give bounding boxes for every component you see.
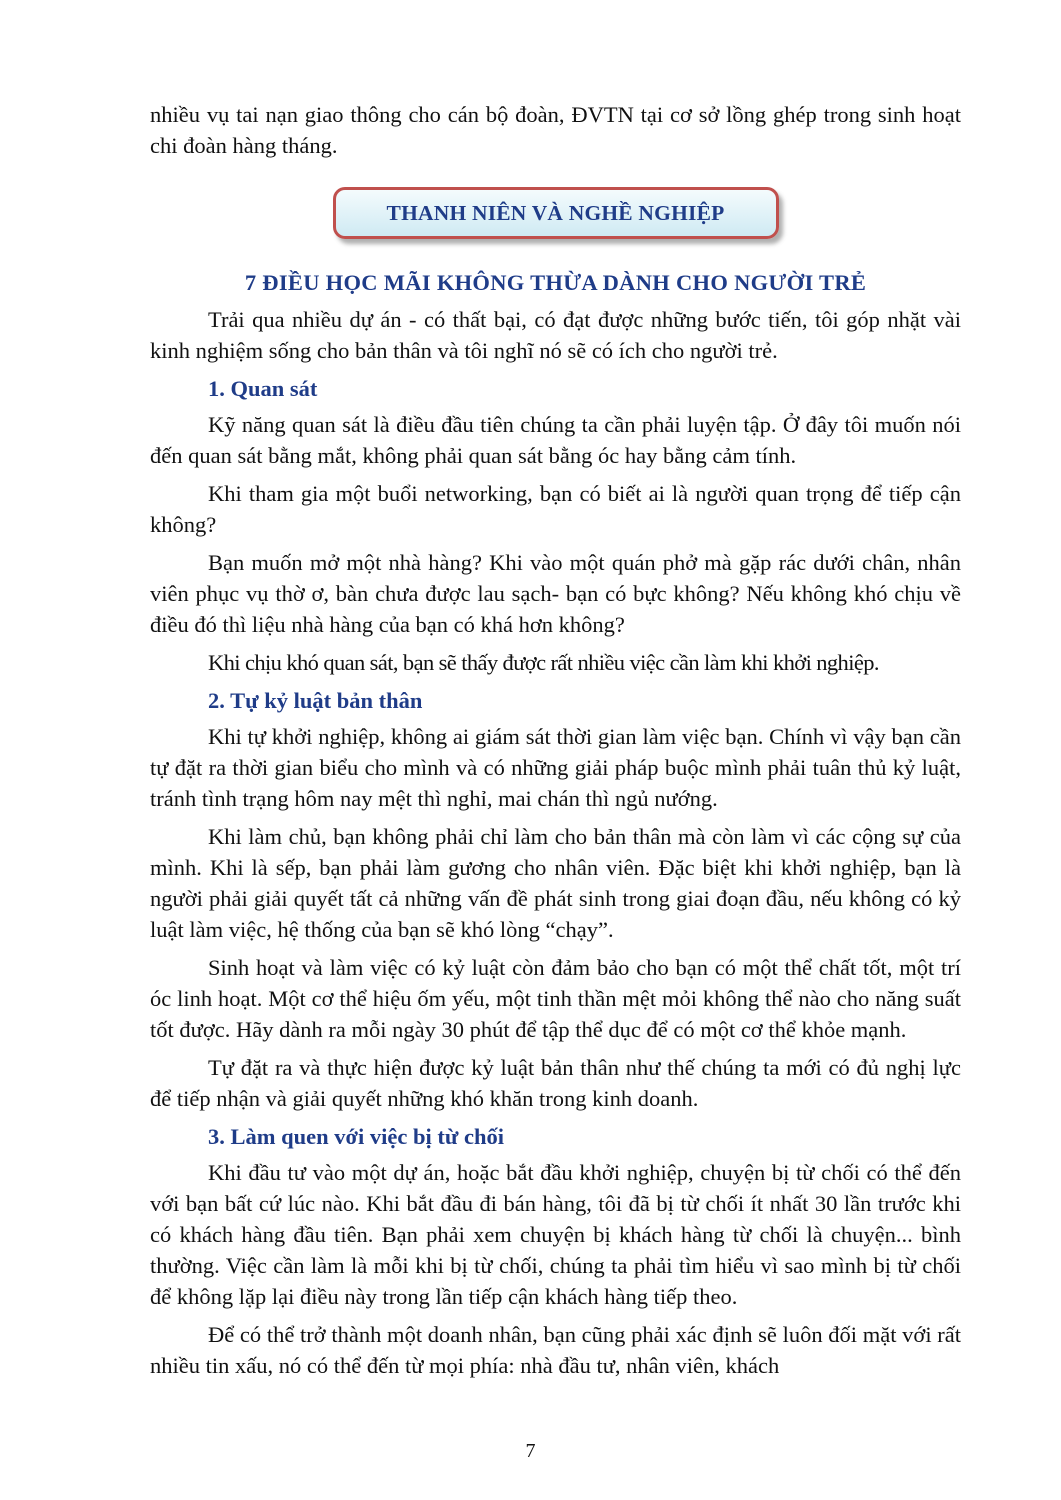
continuation-paragraph: nhiều vụ tai nạn giao thông cho cán bộ đoàn, ĐVTN tại cơ sở lồng ghép trong sinh hoạt chi đoàn hàng tháng. <box>150 102 961 158</box>
paragraph: Tự đặt ra và thực hiện được kỷ luật bản thân như thế chúng ta mới có đủ nghị lực để tiếp nhận và giải quyết những khó khăn trong kinh doanh. <box>150 1055 961 1111</box>
section-heading-1: 1. Quan sát <box>208 376 318 401</box>
paragraph: Để có thể trở thành một doanh nhân, bạn cũng phải xác định sẽ luôn đối mặt với rất nhiều tin xấu, nó có thể đến từ mọi phía: nhà đầu tư, nhân viên, khách <box>150 1322 961 1378</box>
paragraph: Khi chịu khó quan sát, bạn sẽ thấy được rất nhiều việc cần làm khi khởi nghiệp. <box>208 650 879 675</box>
page-content <box>150 99 961 1388</box>
paragraph: Khi làm chủ, bạn không phải chỉ làm cho bản thân mà còn làm vì các cộng sự của mình. Khi là sếp, bạn phải làm gương cho nhân viên. Đặc biệt khi khởi nghiệp, bạn là người phải giải quyết tất cả những vấn đề phát sinh trong giai đoạn đầu, nếu không có kỷ luật làm việc, hệ thống của bạn sẽ khó lòng “chạy”. <box>150 824 961 942</box>
section-label-box: THANH NIÊN VÀ NGHỀ NGHIỆP <box>333 187 779 239</box>
paragraph: Khi đầu tư vào một dự án, hoặc bắt đầu khởi nghiệp, chuyện bị từ chối có thể đến với bạn bất cứ lúc nào. Khi bắt đầu đi bán hàng, tôi đã bị từ chối ít nhất 30 lần trước khi có khách hàng đầu tiên. Bạn phải xem chuyện bị khách hàng từ chối là chuyện... bình thường. Việc cần làm là mỗi khi bị từ chối, chúng ta phải tìm hiểu vì sao mình bị từ chối để không lặp lại điều này trong lần tiếp cận khách hàng tiếp theo. <box>150 1160 961 1309</box>
paragraph: Bạn muốn mở một nhà hàng? Khi vào một quán phở mà gặp rác dưới chân, nhân viên phục vụ thờ ơ, bàn chưa được lau sạch- bạn có bực không? Nếu không khó chịu về điều đó thì liệu nhà hàng của bạn có khá hơn không? <box>150 550 961 637</box>
article-title: 7 ĐIỀU HỌC MÃI KHÔNG THỪA DÀNH CHO NGƯỜI TRẺ <box>244 270 867 295</box>
section-label-wrap <box>150 187 961 239</box>
paragraph: Khi tự khởi nghiệp, không ai giám sát thời gian làm việc bạn. Chính vì vậy bạn cần tự đặt ra thời gian biểu cho mình và có những giải pháp buộc mình phải tuân thủ kỷ luật, tránh tình trạng hôm nay mệt thì nghỉ, mai chán thì ngủ nướng. <box>150 724 961 811</box>
intro-paragraph: Trải qua nhiều dự án - có thất bại, có đạt được những bước tiến, tôi góp nhặt vài kinh nghiệm sống cho bản thân và tôi nghĩ nó sẽ có ích cho người trẻ. <box>150 307 961 363</box>
section-heading-3: 3. Làm quen với việc bị từ chối <box>208 1124 504 1149</box>
page-number: 7 <box>525 1440 536 1462</box>
paragraph: Kỹ năng quan sát là điều đầu tiên chúng ta cần phải luyện tập. Ở đây tôi muốn nói đến quan sát bằng mắt, không phải quan sát bằng óc hay bằng cảm tính. <box>150 412 961 468</box>
paragraph: Sinh hoạt và làm việc có kỷ luật còn đảm bảo cho bạn có một thể chất tốt, một trí óc linh hoạt. Một cơ thể hiệu ốm yếu, một tinh thần mệt mỏi không thể nào cho năng suất tốt được. Hãy dành ra mỗi ngày 30 phút để tập thể dục để có một cơ thể khỏe mạnh. <box>150 955 961 1042</box>
section-heading-2: 2. Tự kỷ luật bản thân <box>208 688 423 713</box>
paragraph: Khi tham gia một buổi networking, bạn có biết ai là người quan trọng để tiếp cận không? <box>150 481 961 537</box>
